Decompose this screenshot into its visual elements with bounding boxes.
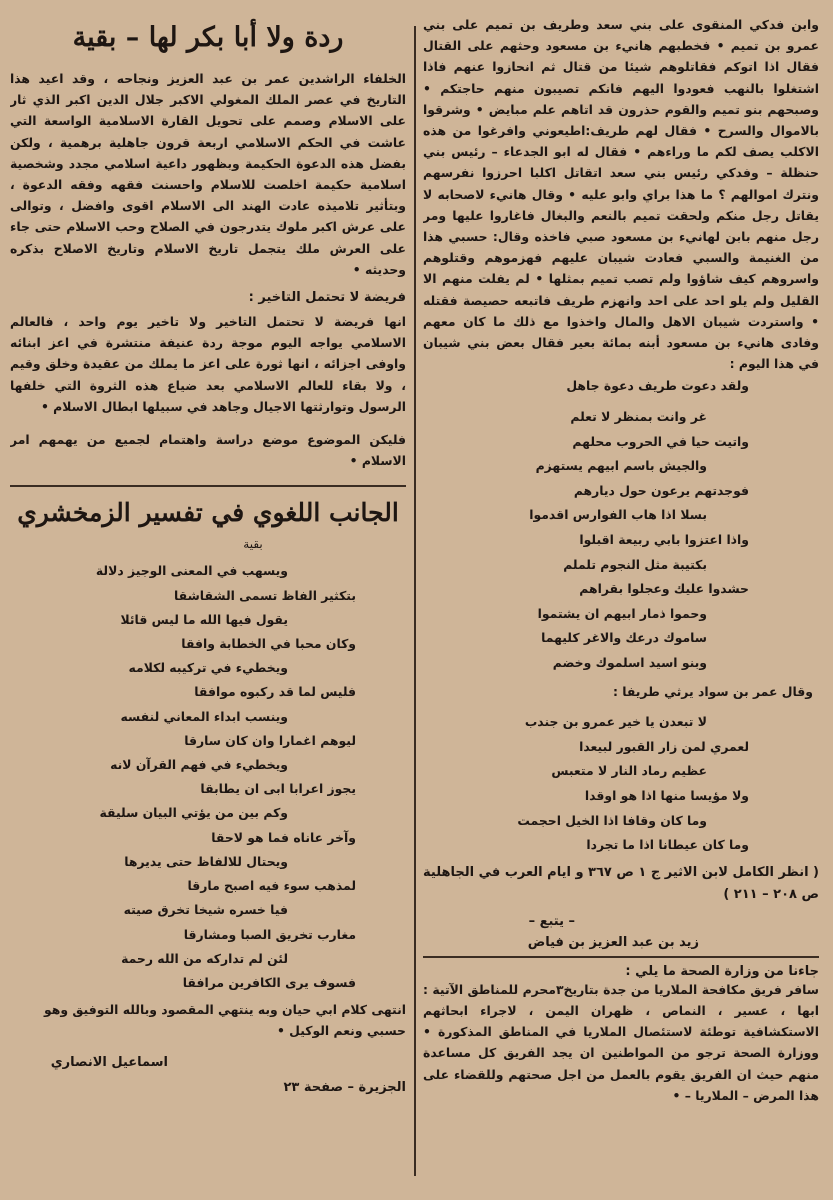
poem-line: يقول فيها الله ما ليس قائلا [120,611,288,627]
poem-line: يجوز اعرابا ابى ان يطابقا [200,781,356,797]
poem-line: وينسب ابداء المعاني لنفسه [120,708,288,724]
left-column [10,14,406,1186]
right-column [423,14,819,1186]
article-paragraph: انها فريضة لا تحتمل التاخير ولا تاخير يوم واحد ، فالعالم الاسلامي يواجه اليوم موجة ردة عنيفة منتشرة في اعز ابنائه واوفى اجزائه ، انها ثورة على اعز ما يملك من عقيدة وخلق وقيم ، ولا بقاء للعالم الاسلامي بعد ضياع هذه الثروة التي خلفها الرسول وتوارثتها الاجيال وجاهد في سبيلها ابطال الاسلام • [10,314,406,414]
article-headline: ردة ولا أبا بكر لها – بقية [72,22,344,53]
poem-line: وكان محبا في الخطابة وافقا [181,636,356,652]
verse-line: ساموك درعك والاغر كليهما [541,630,707,646]
poem-line: فسوف يرى الكافرين مرافقا [182,974,356,990]
poem-line: ويخطيء في فهم القرآن لانه [110,757,288,773]
article-signature: زيد بن عبد العزيز بن فياض [527,934,699,950]
verse-intro: ولقد دعوت طريف دعوة جاهل [566,378,749,394]
article-subheading: فريضة لا تحتمل التاخير : [248,290,406,306]
verse-line: فوجدتهم يرعون حول ديارهم [573,482,749,498]
verse-line: والجيش باسم ابيهم يستهزم [535,458,707,474]
article-paragraph: الخلفاء الراشدين عمر بن عبد العزيز ونجاحه ، وقد اعيد هذا التاريخ في عصر الملك المغولي الاكبر جلال الدين اكبر الذي ثار على الاسلام وصمم على تحويل القارة الاسلامية الواسعة التي عاشت في الحكم الاسلامي اربعة قرون جاهلية برهمية ، ولكن بفضل هذه الدعوة الحكيمة وبظهور داعية اسلامي مجدد وشخصية اسلامية حكيمة اخلصت للاسلام واحسنت فقهه وفقه الدعوة ، وبتأثير تلاميذه عادت الهند الى الاسلام اقوى وافضل ، وتوالى على عرش اكبر ملوك يتدرجون في الصلاح وحب الاسلام حتى جاء على العرش ملك يتجمل تاريخ الاسلام وتاريخ الاصلاح بذكره وحديثه • [10,71,406,277]
verse-line: واتيت حيا في الحروب محلهم [572,433,749,449]
verse-line: وبنو اسيد اسلموك وخضم [552,654,707,670]
continued-label: بقية [243,537,263,552]
section-divider [10,485,406,487]
verse-line: بكتيبة مثل النجوم تلملم [563,556,707,572]
poem-line: لئن لم تداركه من الله رحمة [121,950,288,966]
notice-text: سافر فريق مكافحة الملاريا من جدة بتاريخ٣محرم للمناطق الآتية : ابها ، عسير ، النماص ، ظهران اليمن ، لاجراء ابحاثهم الاستكشافية توطئة لاستئصال الملاريا في المناطق المذكورة • ووزارة الصحة ترجو من المواطنين ان يجد الفريق كل مساعدة منهم حيث ان الفريق يقوم بالعمل من اجل صحتهم وللقضاء على هذا المرض – الملاريا – • [423,981,819,1103]
verse-line: بسلا اذا هاب الفوارس اقدموا [529,507,707,523]
poem-line: مغارب تخريق الصبا ومشارقا [183,926,356,942]
poem-line: فيا خسره شيخا تخرق صيته [123,902,288,918]
verse-line: وما كان وقافا اذا الخيل احجمت [517,812,707,828]
article-paragraph: فليكن الموضوع موضع دراسة واهتمام لجميع من يهمهم امر الاسلام • [10,432,406,469]
verse-line: غر وانت بمنظر لا تعلم [570,409,707,425]
poem-block [10,559,406,995]
poem-line: وكم بين من يؤتي البيان سليقة [99,805,288,821]
reference-note: ( انظر الكامل لابن الاثير ج ١ ص ٣٦٧ و ايام العرب في الجاهلية ص ٢٠٨ – ٢١١ ) [423,864,819,902]
column-divider [414,26,416,1176]
verse-line: عظيم رماد النار لا متعبس [551,763,707,779]
poem-line: وآخر عاناه فما هو لاحقا [211,829,356,845]
article-author: اسماعيل الانصاري [50,1055,168,1071]
poem-line: لمذهب سوء فيه اصبح مارقا [187,878,356,894]
verse-line: وحموا ذمار ابيهم ان يشتموا [537,605,707,621]
poem-line: بتكثير الفاظ تسمى الشقاشقا [174,587,356,603]
elegy-block [423,710,819,858]
notice-title: جاءنا من وزارة الصحة ما يلي : [625,963,819,979]
closing-text: انتهى كلام ابي حيان وبه ينتهي المقصود وبالله التوفيق وهو حسبي ونعم الوكيل • [43,1002,406,1039]
verse-line: لا تبعدن يا خير عمرو بن جندب [524,714,707,730]
to-follow: – يتبع – [528,913,575,929]
verse-line: وما كان عيطانا اذا ما تجردا [586,837,749,853]
poem-line: ويسهب في المعنى الوجيز دلالة [95,563,288,579]
article-headline: الجانب اللغوي في تفسير الزمخشري [17,498,399,528]
section-divider [423,956,819,958]
poem-line: ليوهم اغمارا وان كان سارقا [184,732,356,748]
poem-line: ويحتال للالفاظ حتى يديرها [124,853,288,869]
article-body-paragraph: وابن فدكي المنقوى على بني سعد وطريف بن تميم على بني عمرو بن تميم • فخطبهم هانيء بن مسعود وحثهم على القتال فقال اذا اتوكم فقاتلوهم شيئا من قتال ثم انحازوا عنهم فاذا اشتغلوا بالنهب فعودوا اليهم فانكم تصيبون منهم حاجتكم • وصبحهم بنو تميم والقوم حذرون قد اتاهم علم مبايض • وشرقوا بالاموال والسرح • فقال لهم طريف:اطيعوني وافرغوا من هذه الاكلب يصف لكم ما وراءهم • فقال له ابو الجدعاء – رئيس بني حنظلة – وفدكي رئيس بني سعد اتقاتل اكلبا احرزوا نفرسهم ونترك اموالهم ؟ ما هذا براي وابو عليه • وقال هانيء لاصحابه لا يقاتل رجل منكم ولحقت تميم بالنعم والبغال فاغاروا عليها ومر رجل منهم بابن لهانيء بن مسعود صبي فاخذه وقال: حسبي هذا من الغنيمة والسبي فعادت شيبان عليهم فهزموهم وقتلوهم واسروهم كيف شاؤوا ولم تصب تميم بمثلها • لم يفلت منهم الا القليل ولم يلو احد على احد وانهزم طريف فاتبعه حصيصة فقتله • واستردت شيبان الاهل والمال واخذوا مع ذلك ما كان معهم وفادى هانيء بن مسعود أبنه بمائة بعير فقال بعض بني شيبان في هذا اليوم : [423,17,819,372]
verse-line: ولا مؤيسا منها اذا هو اوقدا [584,787,749,803]
verse-line: لعمري لمن زار القبور لبيعدا [579,738,749,754]
verse-line: واذا اعتزوا بابي ربيعة اقبلوا [579,532,749,548]
verse-intro-2: وقال عمر بن سواد يرثي طريفا : [612,683,813,699]
verse-block [423,405,819,676]
poem-line: فليس لما قد ركبوه موافقا [194,684,356,700]
page-footer: الجزيرة – صفحة ٢٣ [283,1080,406,1096]
poem-line: ويخطيء في تركيبه لكلامه [128,660,288,676]
verse-line: حشدوا عليك وعجلوا بقراهم [579,581,749,597]
